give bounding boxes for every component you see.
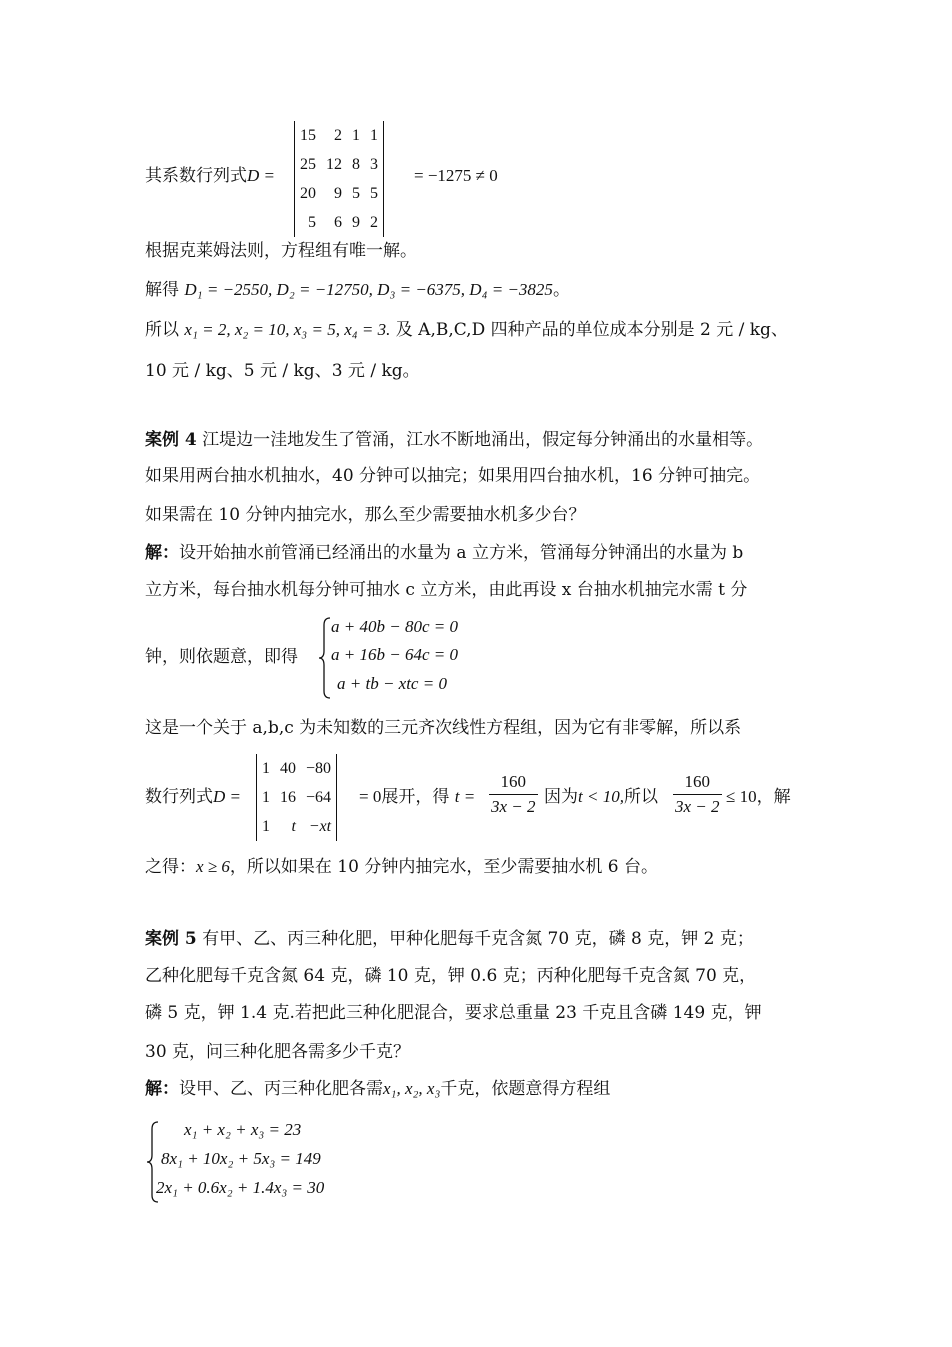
case4-ineq2: ≤ 10 <box>726 787 757 806</box>
case4-s6-suffix: ，所以如果在 10 分钟内抽完水，至少需要抽水机 6 台。 <box>229 857 658 877</box>
det2-row <box>257 812 336 841</box>
case4-line1 <box>145 428 763 452</box>
case4-eq1-text: a + 40b − 80c = 0 <box>331 617 458 636</box>
case4-p3: 如果需在 10 分钟内抽完水，那么至少需要抽水机多少台？ <box>145 505 586 525</box>
det1-cell: 8 <box>352 155 360 173</box>
det2-cell: 1 <box>262 817 270 835</box>
det2-cell: t <box>291 817 296 835</box>
case4-frac1-den: 3x − 2 <box>491 797 536 816</box>
case4-p1: 江堤边一洼地发生了管涌，江水不断地涌出，假定每分钟涌出的水量相等。 <box>202 430 764 450</box>
case4-frac1-wrap <box>489 772 538 817</box>
det2-row <box>257 783 336 812</box>
units-line: 10 元 / kg、5 元 / kg、3 元 / kg。 <box>145 361 420 381</box>
case4-s5-mid1: 展开，得 <box>381 787 450 807</box>
case5-eq1-text: x₁ + x₂ + x₃ = 23 <box>184 1120 302 1139</box>
case4-det-line-end <box>726 785 791 809</box>
coefficient-determinant <box>294 121 384 237</box>
solve-prefix: 解得 <box>145 280 179 300</box>
case5-eq2 <box>161 1149 321 1169</box>
det2-cell: −80 <box>306 759 332 777</box>
case4-frac1-num: 160 <box>489 772 538 795</box>
case4-s3: 钟，则依题意，即得 <box>145 647 298 667</box>
det-result: = −1275 ≠ 0 <box>414 166 498 185</box>
det2-row <box>257 754 336 783</box>
det1-cell: 5 <box>308 213 316 231</box>
case5-line1 <box>145 927 754 951</box>
det2-cell: −64 <box>306 788 332 806</box>
det1-cell: 25 <box>300 155 316 173</box>
det1-cell: 2 <box>370 213 378 231</box>
cramer-rule-line: 根据克莱姆法则，方程组有唯一解。 <box>145 241 417 261</box>
solve-math: D₁ = −2550, D₂ = −12750, D₃ = −6375, D₄ = −3825 <box>184 280 553 299</box>
case4-sol-label: 解： <box>145 543 179 563</box>
case4-s6-prefix: 之得： <box>145 857 196 877</box>
case5-s1-suffix: 千克，依题意得方程组 <box>440 1079 611 1099</box>
case4-det-line-rest <box>359 785 475 809</box>
case4-fraction2 <box>673 772 722 817</box>
case5-s1-prefix: 设甲、乙、丙三种化肥各需 <box>179 1079 383 1099</box>
det1-cell: 5 <box>352 184 360 202</box>
case4-det-lhs: D = <box>213 787 241 806</box>
det-intro-text: 其系数行列式 <box>145 166 247 186</box>
case4-s5-mid2: 因为 <box>544 787 578 807</box>
case4-det-rhs: = 0 <box>359 787 382 806</box>
result-prefix: 所以 <box>145 320 179 340</box>
case5-p1: 有甲、乙、丙三种化肥，甲种化肥每千克含氮 70 克，磷 8 克，钾 2 克； <box>202 929 754 949</box>
det-intro <box>145 164 275 188</box>
case4-fraction1 <box>489 772 538 817</box>
case4-t-eq: t = <box>454 787 476 806</box>
case4-frac2-num: 160 <box>673 772 722 795</box>
case5-eq2-text: 8x₁ + 10x₂ + 5x₃ = 149 <box>161 1149 321 1168</box>
det1-row <box>295 150 383 179</box>
case4-title: 案例 4 <box>145 430 197 450</box>
case4-frac2-wrap <box>673 772 722 817</box>
case5-title: 案例 5 <box>145 929 197 949</box>
det2-cell: 1 <box>262 759 270 777</box>
det-lhs: D = <box>247 166 275 185</box>
det1-row <box>295 179 383 208</box>
solve-suffix: 。 <box>552 280 570 300</box>
case5-s1-math: x₁, x₂, x₃ <box>383 1079 441 1098</box>
case4-s1: 设开始抽水前管涌已经涌出的水量为 a 立方米，管涌每分钟涌出的水量为 b <box>179 543 744 563</box>
det2-cell: 40 <box>280 759 296 777</box>
case5-eq3 <box>156 1178 324 1198</box>
det1-cell: 6 <box>334 213 342 231</box>
case4-det-line-ineq <box>544 785 658 809</box>
case4-eq3-text: a + tb − xtc = 0 <box>337 674 447 693</box>
case4-s6-math: x ≥ 6 <box>196 857 230 876</box>
case4-p2: 如果用两台抽水机抽水，40 分钟可以抽完；如果用四台抽水机，16 分钟可抽完。 <box>145 466 761 486</box>
case4-eq1 <box>331 617 458 637</box>
case4-s5-prefix: 数行列式 <box>145 787 213 807</box>
det1-row <box>295 208 383 237</box>
result-suffix: 及 A,B,C,D 四种产品的单位成本分别是 2 元 / kg、 <box>395 320 788 340</box>
result-line <box>145 318 788 342</box>
det1-cell: 1 <box>352 126 360 144</box>
case4-determinant <box>256 754 337 841</box>
det1-row <box>295 121 383 150</box>
det1-cell: 9 <box>352 213 360 231</box>
det2-cell: 1 <box>262 788 270 806</box>
det1-cell: 12 <box>326 155 342 173</box>
det2-cell: −xt <box>308 817 332 835</box>
case4-eq2-text: a + 16b − 64c = 0 <box>331 645 458 664</box>
case4-eq3 <box>337 674 447 694</box>
case4-s5-end: ，解 <box>756 787 791 807</box>
det1-cell: 9 <box>334 184 342 202</box>
det1-cell: 3 <box>370 155 378 173</box>
case4-det-line-prefix <box>145 785 241 809</box>
case4-conclusion <box>145 855 658 879</box>
case4-s2: 立方米，每台抽水机每分钟可抽水 c 立方米，由此再设 x 台抽水机抽完水需 t 分 <box>145 580 748 600</box>
det1-cell: 5 <box>370 184 378 202</box>
case4-eq2 <box>331 645 458 665</box>
det1-cell: 20 <box>300 184 316 202</box>
case4-solution-line1 <box>145 541 743 565</box>
case5-p2: 乙种化肥每千克含氮 64 克，磷 10 克，钾 0.6 克；丙种化肥每千克含氮 70 克， <box>145 966 757 986</box>
case4-s4: 这是一个关于 a,b,c 为未知数的三元齐次线性方程组，因为它有非零解，所以系 <box>145 718 742 738</box>
case5-sol-label: 解： <box>145 1079 179 1099</box>
det1-cell: 2 <box>334 126 342 144</box>
case5-eq1 <box>184 1120 301 1140</box>
case4-frac2-den: 3x − 2 <box>675 797 720 816</box>
case4-ineq1: t < 10, <box>578 787 624 806</box>
case5-eq3-text: 2x₁ + 0.6x₂ + 1.4x₃ = 30 <box>156 1178 325 1197</box>
case4-s5-mid3: 所以 <box>623 787 658 807</box>
solve-line <box>145 278 570 302</box>
result-math: x₁ = 2, x₂ = 10, x₃ = 5, x₄ = 3. <box>184 320 391 339</box>
case5-solution-line <box>145 1077 610 1101</box>
det1-cell: 15 <box>300 126 316 144</box>
det2-cell: 16 <box>280 788 296 806</box>
det1-cell: 1 <box>370 126 378 144</box>
case5-p3: 磷 5 克，钾 1.4 克.若把此三种化肥混合，要求总重量 23 千克且含磷 149 克，钾 <box>145 1003 762 1023</box>
case5-p4: 30 克，问三种化肥各需多少千克？ <box>145 1042 411 1062</box>
